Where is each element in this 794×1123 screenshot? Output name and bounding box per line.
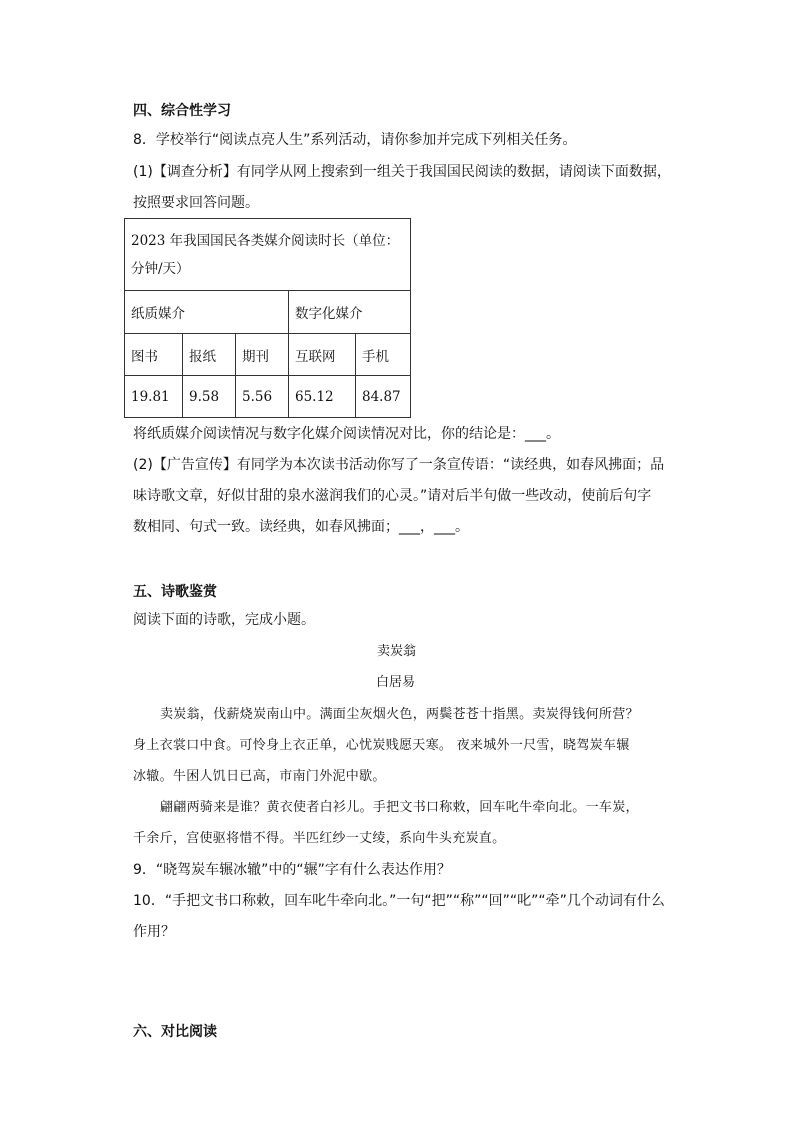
question-8-intro: 8．学校举行“阅读点亮人生”系列活动，请你参加并完成下列相关任务。 bbox=[133, 132, 577, 148]
section-5-title: 五、诗歌鉴赏 bbox=[133, 584, 217, 600]
task-1-text-line1: (1)【调查分析】有同学从网上搜索到一组关于我国国民阅读的数据，请阅读下面数据， bbox=[133, 164, 671, 180]
table-header-books: 图书 bbox=[125, 334, 183, 376]
question-10-line2: 作用？ bbox=[133, 924, 175, 940]
task-1-text-line2: 按照要求回答问题。 bbox=[133, 195, 259, 211]
poem-line: 翩翩两骑来是谁？黄衣使者白衫儿。手把文书口称敕，回车叱牛牵向北。一车炭， bbox=[160, 800, 639, 815]
poem-line: 千余斤，宫使驱将惜不得。半匹红纱一丈绫，系向牛头充炭直。 bbox=[133, 831, 506, 846]
table-title-line2: 分钟/天） bbox=[131, 260, 190, 277]
poem-title: 卖炭翁 bbox=[377, 644, 417, 659]
table-title-line1: 2023 年我国国民各类媒介阅读时长（单位： bbox=[131, 232, 400, 249]
table-value-newspapers: 9.58 bbox=[183, 376, 236, 418]
table-value-internet: 65.12 bbox=[289, 376, 356, 418]
question-10-line1: 10．“手把文书口称敕，回车叱牛牵向北。”一句“把”“称”“回”“叱”“牵”几个动词有什么 bbox=[133, 893, 665, 909]
table-header-periodicals: 期刊 bbox=[236, 334, 289, 376]
section-6-title: 六、对比阅读 bbox=[133, 1024, 217, 1040]
table-group-digital: 数字化媒介 bbox=[289, 291, 411, 334]
section-5-instruction: 阅读下面的诗歌，完成小题。 bbox=[133, 612, 315, 628]
task-2-text-line3: 数相同、句式一致。读经典，如春风拂面；___，___。 bbox=[133, 519, 469, 535]
table-value-books: 19.81 bbox=[125, 376, 183, 418]
poem-line: 冰辙。牛困人饥日已高，市南门外泥中歇。 bbox=[133, 769, 386, 784]
table-header-mobile: 手机 bbox=[356, 334, 411, 376]
poem-line: 卖炭翁，伐薪烧炭南山中。满面尘灰烟火色，两鬓苍苍十指黑。卖炭得钱何所营？ bbox=[160, 707, 639, 722]
table-value-periodicals: 5.56 bbox=[236, 376, 289, 418]
question-9: 9．“晓驾炭车辗冰辙”中的“辗”字有什么表达作用？ bbox=[133, 862, 451, 878]
section-4-title: 四、综合性学习 bbox=[133, 103, 231, 119]
poem-line: 身上衣裳口中食。可怜身上衣正单，心忧炭贱愿天寒。 夜来城外一尺雪，晓驾炭车辗 bbox=[133, 738, 630, 753]
task-1-question: 将纸质媒介阅读情况与数字化媒介阅读情况对比，你的结论是：___。 bbox=[133, 426, 560, 442]
table-value-mobile: 84.87 bbox=[356, 376, 411, 418]
poem-author: 白居易 bbox=[376, 675, 416, 690]
table-title-cell bbox=[125, 219, 411, 291]
table-group-paper: 纸质媒介 bbox=[125, 291, 289, 334]
reading-time-table bbox=[124, 218, 411, 418]
task-2-text-line2: 味诗歌文章，好似甘甜的泉水滋润我们的心灵。”请对后半句做一些改动，使前后句字 bbox=[133, 488, 652, 504]
table-header-newspapers: 报纸 bbox=[183, 334, 236, 376]
table-header-internet: 互联网 bbox=[289, 334, 356, 376]
task-2-text-line1: (2)【广告宣传】有同学为本次读书活动你写了一条宣传语：“读经典，如春风拂面；品 bbox=[133, 457, 665, 473]
